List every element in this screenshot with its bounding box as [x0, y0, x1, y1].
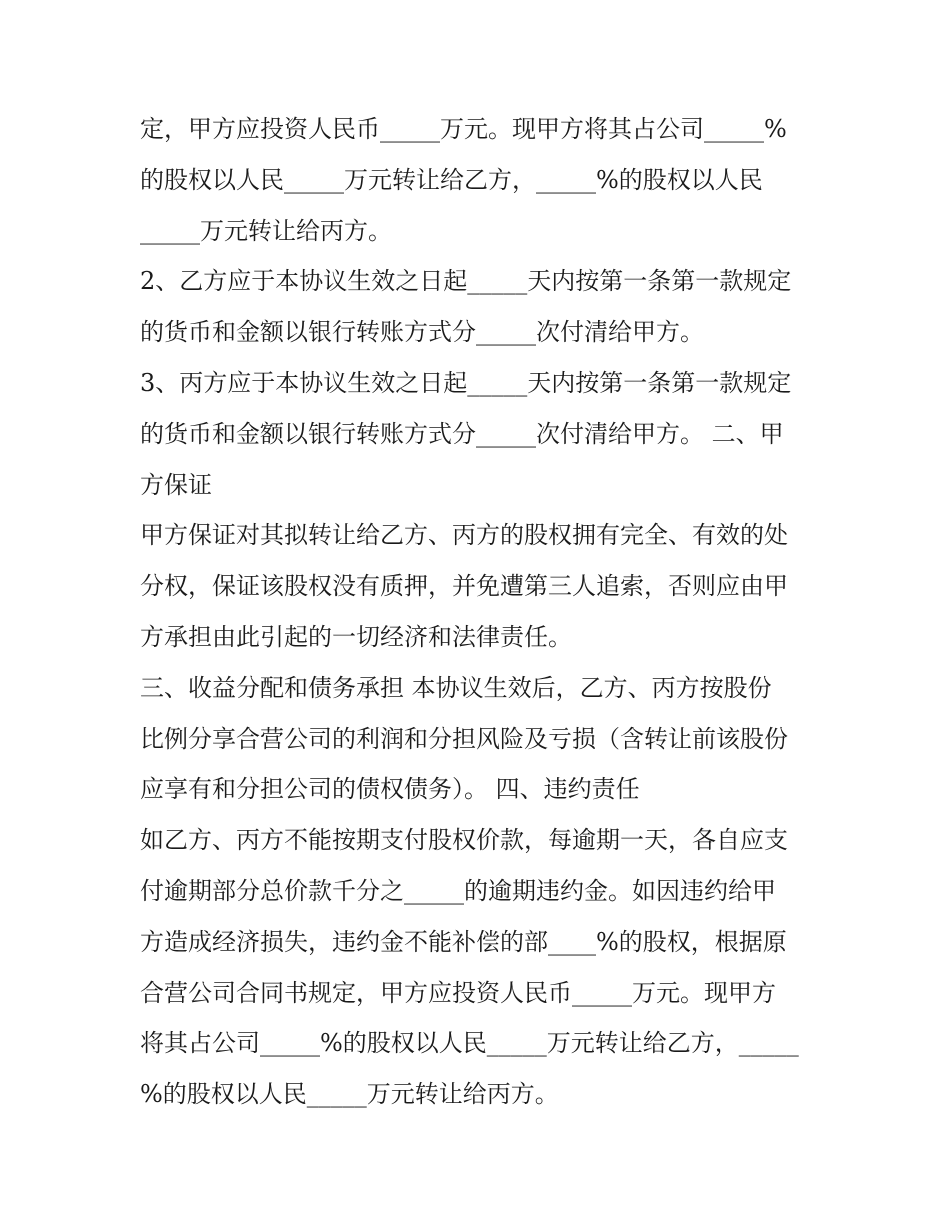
text-line: 将其占公司_____%的股权以人民_____万元转让给乙方，_____ — [140, 1029, 799, 1058]
text-line: 2、乙方应于本协议生效之日起_____天内按第一条第一款规定 — [140, 267, 792, 296]
text-line: 的货币和金额以银行转账方式分_____次付清给甲方。 — [140, 318, 704, 347]
text-line: 定，甲方应投资人民币_____万元。现甲方将其占公司_____% — [140, 115, 787, 143]
text-line: 付逾期部分总价款千分之_____的逾期违约金。如因违约给甲 — [140, 876, 776, 905]
text-line: 比例分享合营公司的利润和分担风险及亏损（含转让前该股份 — [140, 724, 788, 753]
text-line: 分权，保证该股权没有质押，并免遭第三人追索，否则应由甲 — [140, 572, 788, 601]
text-line: 合营公司合同书规定，甲方应投资人民币_____万元。现甲方 — [140, 978, 776, 1007]
text-line: 甲方保证对其拟转让给乙方、丙方的股权拥有完全、有效的处 — [140, 521, 788, 550]
text-line: 3、丙方应于本协议生效之日起_____天内按第一条第一款规定 — [140, 368, 792, 397]
text-line: 的股权以人民_____万元转让给乙方，_____%的股权以人民 — [140, 165, 763, 194]
text-line: 方造成经济损失，违约金不能补偿的部____%的股权，根据原 — [140, 927, 787, 956]
text-line: 应享有和分担公司的债权债务）。 四、违约责任 — [140, 775, 640, 804]
text-line: _____万元转让给丙方。 — [140, 216, 392, 245]
text-line: 的货币和金额以银行转账方式分_____次付清给甲方。 二、甲 — [140, 419, 784, 448]
text-line: 方保证 — [140, 470, 212, 499]
contract-body-text — [140, 104, 820, 1120]
text-line: %的股权以人民_____万元转让给丙方。 — [140, 1080, 559, 1109]
text-line: 方承担由此引起的一切经济和法律责任。 — [140, 622, 572, 651]
text-line: 三、收益分配和债务承担 本协议生效后，乙方、丙方按股份 — [140, 673, 772, 702]
text-line: 如乙方、丙方不能按期支付股权价款，每逾期一天，各自应支 — [140, 826, 788, 855]
